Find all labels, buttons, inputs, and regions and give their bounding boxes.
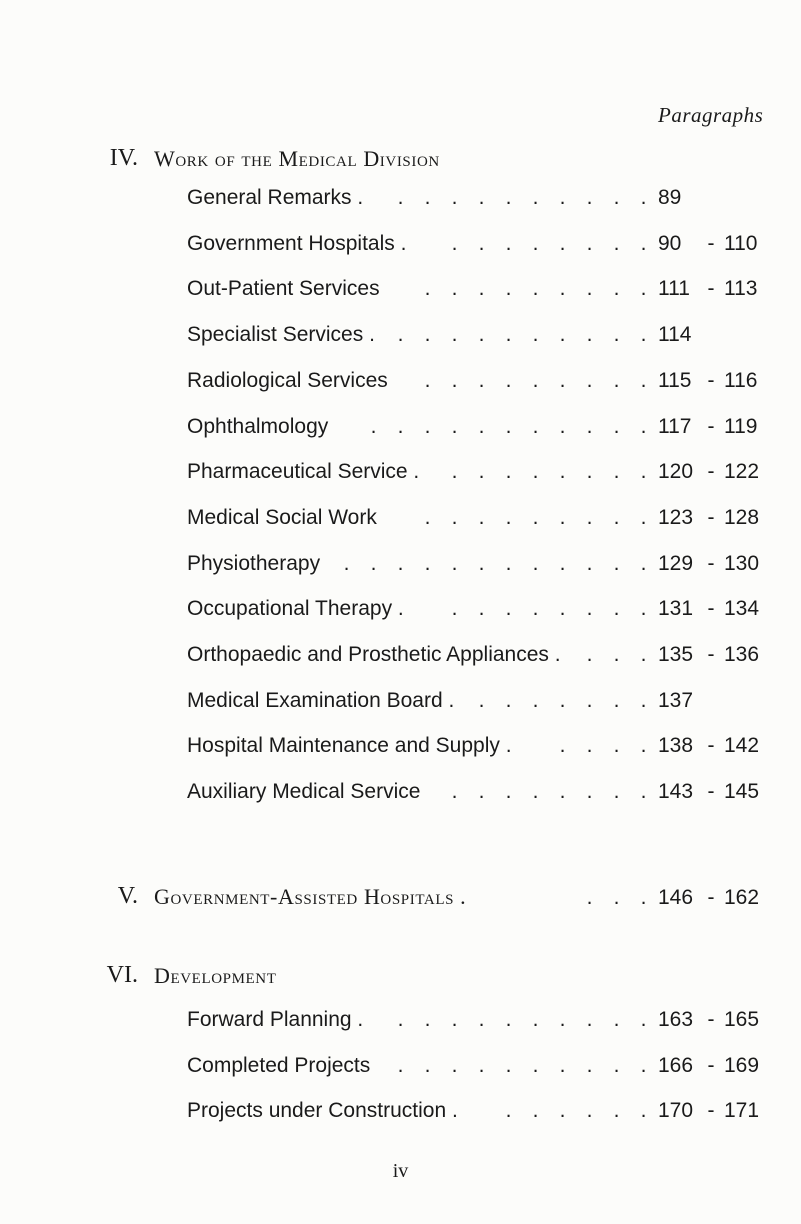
range-dash: -: [707, 1053, 715, 1077]
paragraph-start: 90: [658, 231, 682, 255]
entry-label: Auxiliary Medical Service: [187, 780, 421, 804]
dot-leader: . . . . . . . .: [451, 460, 647, 484]
toc-entry: [0, 415, 801, 445]
toc-entry: [0, 1008, 801, 1038]
paragraph-start: 137: [658, 688, 694, 712]
paragraph-end: 169: [724, 1053, 760, 1077]
paragraph-start: 166: [658, 1053, 694, 1077]
paragraph-end: 136: [724, 643, 760, 666]
dot-leader: . . . . . .: [505, 1099, 647, 1123]
dot-leader: . . . . . . . .: [451, 231, 647, 255]
entry-label: Hospital Maintenance and Supply .: [187, 734, 512, 758]
entry-label: Specialist Services .: [187, 323, 375, 347]
paragraph-start: 129: [658, 551, 694, 575]
toc-entry: [0, 780, 801, 810]
paragraph-start: 123: [658, 505, 694, 529]
paragraph-end: 128: [724, 505, 760, 529]
dot-leader: . . . .: [559, 734, 647, 758]
paragraph-end: 116: [724, 368, 758, 392]
toc-entry: [0, 232, 801, 262]
entry-label: Government Hospitals .: [187, 231, 407, 255]
paragraph-end: 134: [724, 597, 760, 621]
toc-entry: [0, 552, 801, 582]
paragraph-end: 110: [724, 231, 758, 255]
entry-label: Medical Social Work: [187, 505, 377, 529]
entry-label: General Remarks .: [187, 186, 364, 209]
paragraph-start: 114: [658, 323, 692, 347]
dot-leader: . . . . . . . .: [451, 597, 647, 621]
toc-entry: [0, 597, 801, 627]
paragraph-end: 162: [724, 886, 760, 909]
toc-entry: [0, 643, 801, 673]
range-dash: -: [707, 460, 715, 484]
paragraph-start: 138: [658, 734, 694, 758]
entry-label: Orthopaedic and Prosthetic Appliances .: [187, 643, 561, 666]
toc-entry: [0, 689, 801, 719]
paragraph-end: 113: [724, 277, 758, 301]
dot-leader: . . . . . . .: [478, 688, 647, 712]
paragraph-end: 119: [724, 414, 758, 438]
paragraph-end: 145: [724, 780, 760, 804]
section-v-pages: [0, 886, 801, 916]
dot-leader: . . . . . . . . . .: [397, 323, 647, 347]
dot-leader: . . . . . . . . . .: [397, 1053, 647, 1077]
entry-label: Forward Planning .: [187, 1008, 364, 1031]
entry-label: Pharmaceutical Service .: [187, 460, 420, 484]
toc-entry: [0, 369, 801, 399]
range-dash: -: [707, 277, 715, 301]
dot-leader: . . . . . . . .: [451, 780, 647, 804]
entry-label: Completed Projects: [187, 1053, 371, 1077]
paragraphs-column-heading: Paragraphs: [658, 103, 764, 127]
paragraph-start: 89: [658, 186, 682, 209]
paragraph-end: 122: [724, 460, 760, 484]
paragraph-start: 111: [658, 277, 690, 301]
range-dash: -: [707, 551, 715, 575]
entry-label: Physiotherapy: [187, 551, 321, 575]
section-numeral: V.: [117, 883, 138, 909]
dot-leader: . . . . . . . . . . .: [370, 414, 647, 438]
range-dash: -: [707, 505, 715, 529]
range-dash: -: [707, 231, 715, 255]
paragraph-start: 170: [658, 1099, 694, 1123]
range-dash: -: [707, 780, 715, 804]
paragraph-start: 146: [658, 886, 694, 909]
page-number: iv: [392, 1160, 409, 1182]
dot-leader: . . . . . . . . .: [424, 368, 647, 392]
toc-entry: [0, 1099, 801, 1129]
paragraph-start: 135: [658, 643, 694, 666]
dot-leader: . . .: [586, 886, 647, 909]
paragraph-start: 115: [658, 368, 692, 392]
range-dash: -: [707, 643, 715, 666]
dot-leader: . . . . . . . . . . . .: [343, 551, 647, 575]
entry-label: Out-Patient Services: [187, 277, 380, 301]
section-title: Work of the Medical Division: [154, 146, 440, 171]
paragraph-start: 117: [658, 414, 692, 438]
range-dash: -: [707, 1008, 715, 1031]
range-dash: -: [707, 734, 715, 758]
paragraph-end: 165: [724, 1008, 760, 1031]
section-numeral: VI.: [106, 962, 138, 988]
dot-leader: . . . . . . . . . .: [397, 1008, 647, 1031]
toc-entry: [0, 1054, 801, 1084]
paragraph-end: 142: [724, 734, 760, 758]
section-title: Development: [154, 963, 277, 988]
range-dash: -: [707, 886, 715, 909]
paragraph-start: 143: [658, 780, 694, 804]
toc-entry: [0, 186, 801, 216]
entry-label: Medical Examination Board .: [187, 688, 455, 712]
toc-entry: [0, 277, 801, 307]
paragraph-end: 171: [724, 1099, 760, 1123]
entry-label: Projects under Construction .: [187, 1099, 458, 1123]
dot-leader: . . .: [586, 643, 647, 666]
toc-entry: [0, 460, 801, 490]
entry-label: Radiological Services: [187, 368, 388, 392]
dot-leader: . . . . . . . . .: [424, 277, 647, 301]
range-dash: -: [707, 1099, 715, 1123]
section-numeral: IV.: [109, 145, 138, 171]
paragraph-end: 130: [724, 551, 760, 575]
paragraph-start: 163: [658, 1008, 694, 1031]
dot-leader: . . . . . . . . .: [424, 505, 647, 529]
toc-entry: [0, 734, 801, 764]
entry-label: Ophthalmology: [187, 414, 329, 438]
range-dash: -: [707, 597, 715, 621]
section-title: Government-Assisted Hospitals .: [154, 884, 467, 909]
dot-leader: . . . . . . . . . .: [397, 186, 647, 209]
range-dash: -: [707, 368, 715, 392]
toc-entry: [0, 506, 801, 536]
range-dash: -: [707, 414, 715, 438]
paragraph-start: 120: [658, 460, 694, 484]
toc-entry: [0, 323, 801, 353]
entry-label: Occupational Therapy .: [187, 597, 404, 621]
paragraph-start: 131: [658, 597, 694, 621]
